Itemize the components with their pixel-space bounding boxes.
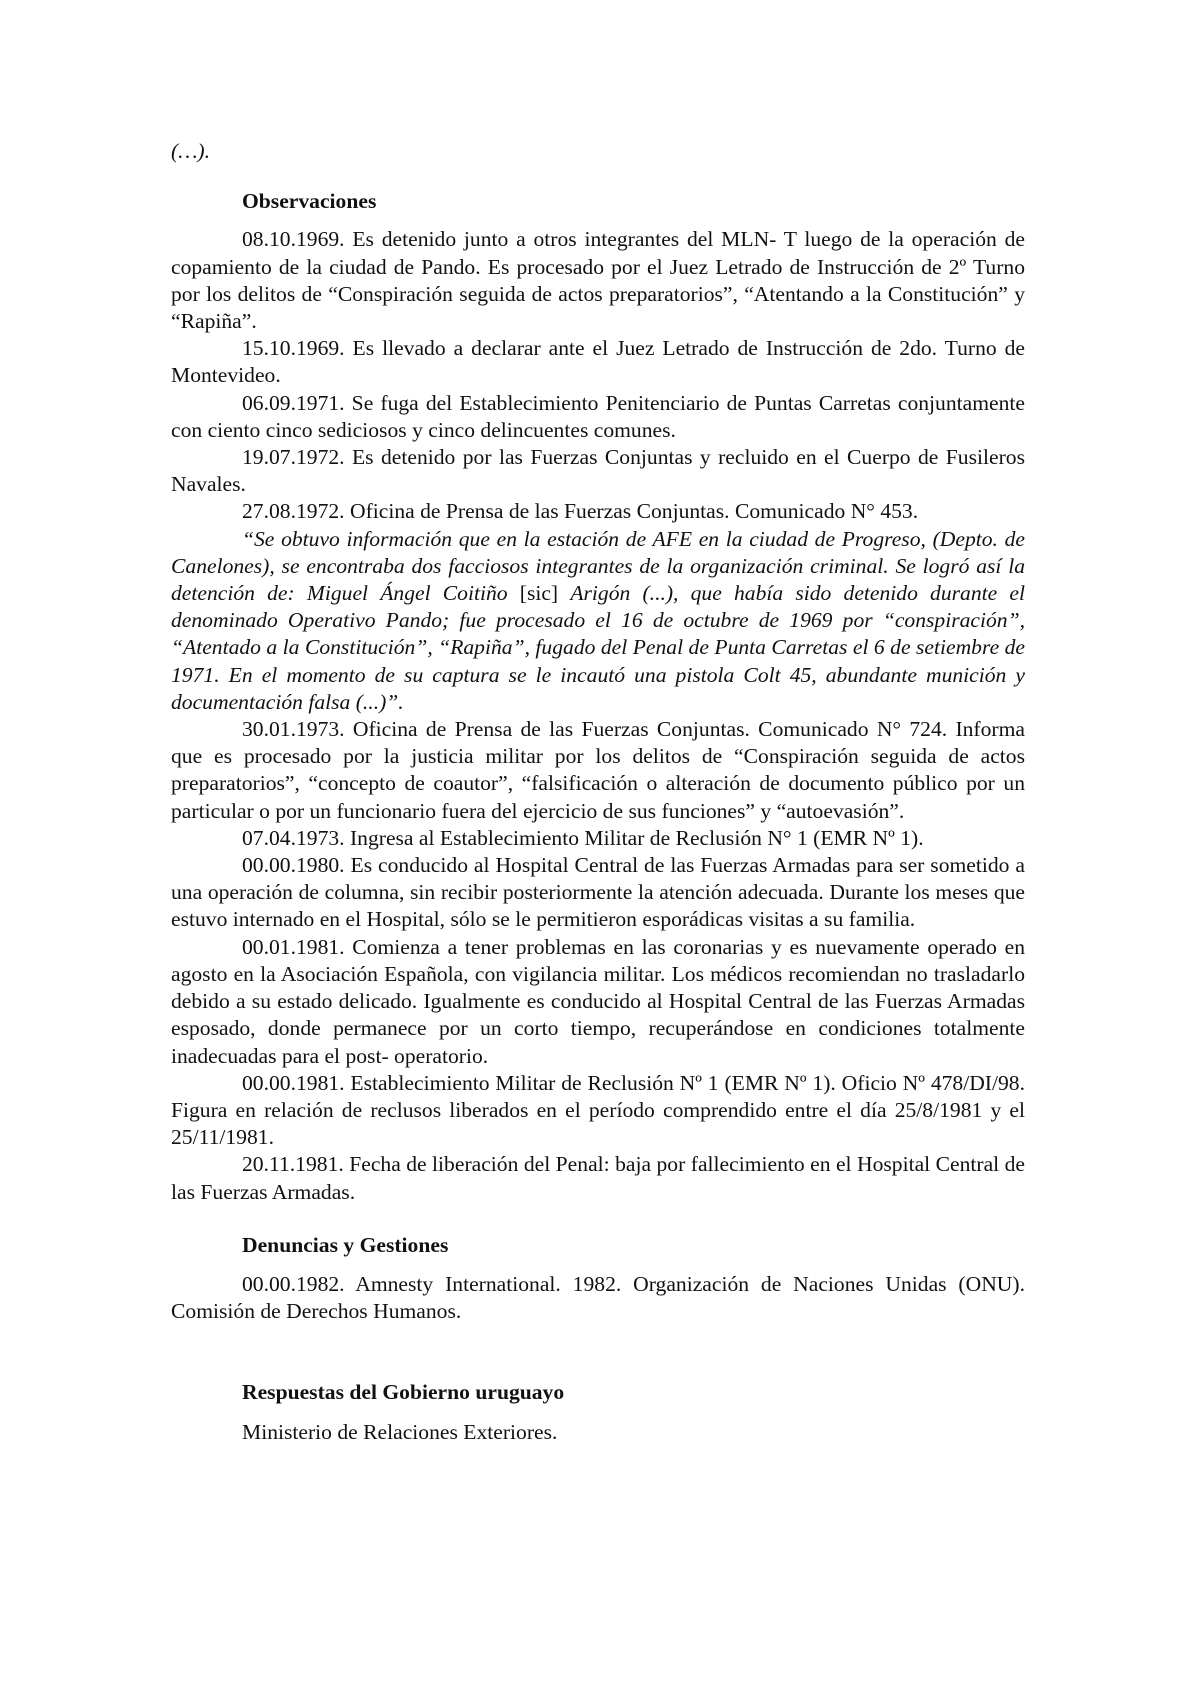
entry-observacion: 19.07.1972. Es detenido por las Fuerzas Conjuntas y recluido en el Cuerpo de Fusileros Navales. (171, 445, 1025, 497)
entry-observacion: 20.11.1981. Fecha de liberación del Penal: baja por fallecimiento en el Hospital Central de las Fuerzas Armadas. (171, 1152, 1025, 1204)
entry-observacion: 15.10.1969. Es llevado a declarar ante el Juez Letrado de Instrucción de 2do. Turno de Montevideo. (171, 336, 1025, 388)
entry-observacion: 27.08.1972. Oficina de Prensa de las Fuerzas Conjuntas. Comunicado N° 453. (242, 499, 919, 524)
sic-marker: [sic] (519, 581, 559, 606)
heading-observaciones: Observaciones (242, 189, 377, 214)
entry-observacion: 30.01.1973. Oficina de Prensa de las Fuerzas Conjuntas. Comunicado N° 724. Informa que es procesado por la justicia militar por los delitos de “Conspiración seguida de actos preparatorios”, “concepto de coautor”, “falsificación o alteración de documento público por un particular o por un funcionario fuera del ejercicio de sus funciones” y “autoevasión”. (171, 717, 1025, 823)
entry-observacion: 00.00.1980. Es conducido al Hospital Central de las Fuerzas Armadas para ser sometido a una operación de columna, sin recibir posteriormente la atención adecuada. Durante los meses que estuvo internado en el Hospital, sólo se le permitieron esporádicas visitas a su familia. (171, 853, 1025, 932)
entry-observacion: 08.10.1969. Es detenido junto a otros integrantes del MLN- T luego de la operación de copamiento de la ciudad de Pando. Es procesado por el Juez Letrado de Instrucción de 2º Turno por los delitos de “Conspiración seguida de actos preparatorios”, “Atentando a la Constitución” y “Rapiña”. (171, 227, 1025, 334)
entry-denuncia: 00.00.1982. Amnesty International. 1982. Organización de Naciones Unidas (ONU). Comisión de Derechos Humanos. (171, 1271, 1025, 1324)
entry-observacion: 06.09.1971. Se fuga del Establecimiento Penitenciario de Puntas Carretas conjuntamente con ciento cinco sediciosos y cinco delincuentes comunes. (171, 390, 1025, 442)
heading-respuestas: Respuestas del Gobierno uruguayo (242, 1380, 565, 1405)
document-page (171, 138, 1025, 1446)
entry-respuesta: Ministerio de Relaciones Exteriores. (242, 1419, 558, 1444)
press-quote-part-1: “Se obtuvo información que en la estación de AFE en la ciudad de Progreso, (Depto. de Canelones), se encontraba dos facciosos integrantes de la organización criminal. Se logró así la detención de: Miguel Ángel Coitiño (171, 526, 1025, 606)
entry-observacion: 00.01.1981. Comienza a tener problemas en las coronarias y es nuevamente operado en agosto en la Asociación Española, con vigilancia militar. Los médicos recomiendan no trasladarlo debido a su estado delicado. Igualmente es conducido al Hospital Central de las Fuerzas Armadas esposado, donde permanece por un corto tiempo, recuperándose en condiciones totalmente inadecuadas para el post- operatorio. (171, 934, 1025, 1068)
entry-observacion: 00.00.1981. Establecimiento Militar de Reclusión Nº 1 (EMR Nº 1). Oficio Nº 478/DI/98. Figura en relación de reclusos liberados en el período comprendido entre el día 25/8/1981 y el 25/11/1981. (171, 1070, 1025, 1150)
heading-denuncias: Denuncias y Gestiones (242, 1232, 449, 1257)
entry-observacion: 07.04.1973. Ingresa al Establecimiento Militar de Reclusión N° 1 (EMR Nº 1). (242, 825, 924, 850)
press-quote (171, 526, 1025, 716)
press-quote-part-2: Arigón (...), que había sido detenido durante el denominado Operativo Pando; fue procesado el 16 de octubre de 1969 por “conspiración”, “Atentado a la Constitución”, “Rapiña”, fugado del Penal de Punta Carretas el 6 de setiembre de 1971. En el momento de su captura se le incautó una pistola Colt 45, abundante munición y documentación falsa (...)”. (171, 581, 1025, 714)
lead-ellipsis: (…). (171, 139, 210, 163)
